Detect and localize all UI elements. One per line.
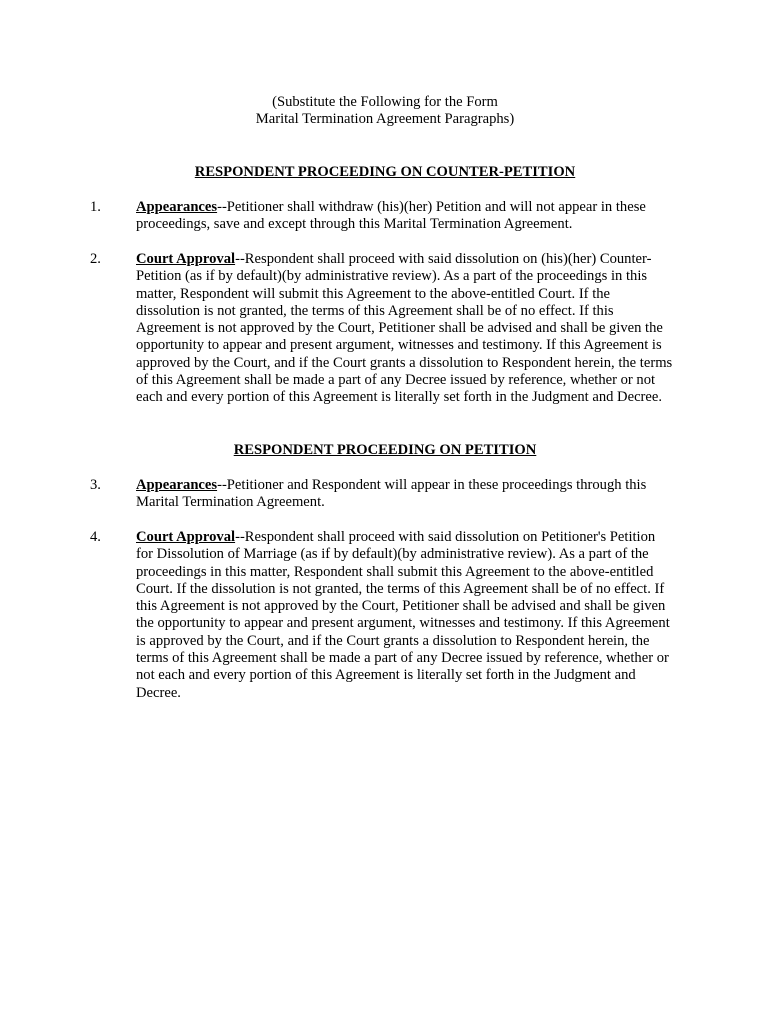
item-label: Appearances [136,199,218,215]
section-heading: RESPONDENT PROCEEDING ON PETITION [233,442,537,458]
item-line: Marital Termination Agreement. [136,494,325,511]
item-first-line [136,199,646,216]
item-first-line [136,251,672,268]
item-number: 2. [90,251,101,267]
item-first-line [136,529,670,546]
item-line: dissolution is not granted, the terms of this Agreement shall be of no effect. If this [136,302,614,319]
item-line: matter, Respondent will submit this Agreement to the above-entitled Court. If the [136,285,611,302]
item-line: for Dissolution of Marriage (as if by default)(by administrative review). As a part of the [136,546,649,563]
item-text: --Petitioner and Respondent will appear in these proceedings through this [217,477,647,493]
item-line: Petition (as if by default)(by administrative review). As a part of the proceedings in this [136,268,648,285]
item-label: Court Approval [136,251,236,267]
item-number: 4. [90,529,101,545]
item-line: terms of this Agreement shall be made a part of any Decree issued by reference, whether or [136,650,669,667]
item-line: Court. If the dissolution is not granted, the terms of this Agreement shall be of no effect. If [136,580,665,597]
item-text: --Respondent shall proceed with said dissolution on (his)(her) Counter- [235,251,652,267]
item-number: 3. [90,477,101,493]
item-line: is approved by the Court, and if the Court grants a dissolution to Respondent herein, the [136,632,650,649]
item-line: proceedings, save and except through this Marital Termination Agreement. [136,216,573,233]
intro-note [0,94,770,129]
item-line: of this Agreement shall be made a part of any Decree issued by reference, whether or not [136,372,656,389]
item-text: --Respondent shall proceed with said dissolution on Petitioner's Petition [235,529,656,545]
item-line: proceedings in this matter, Respondent shall submit this Agreement to the above-entitled [136,563,654,580]
item-first-line [136,477,646,494]
intro-line: Marital Termination Agreement Paragraphs) [255,111,515,128]
item-number: 1. [90,199,101,215]
item-line: opportunity to appear and present argument, witnesses and testimony. If this Agreement is [136,337,662,354]
item-label: Court Approval [136,529,236,545]
item-line: each and every portion of this Agreement is literally set forth in the Judgment and Decree. [136,389,663,406]
item-line: the opportunity to appear and present argument, witnesses and testimony. If this Agreement [136,615,670,632]
item-body [136,199,646,234]
item-line: this Agreement is not approved by the Court, Petitioner shall be advised and shall be given [136,598,666,615]
item-line: Decree. [136,684,181,701]
item-body [136,477,646,512]
intro-line: (Substitute the Following for the Form [272,94,498,110]
item-body [136,251,672,407]
item-line: approved by the Court, and if the Court grants a dissolution to Respondent herein, the terms [136,354,673,371]
item-label: Appearances [136,477,218,493]
item-text: --Petitioner shall withdraw (his)(her) Petition and will not appear in these [217,199,646,215]
item-line: Agreement is not approved by the Court, Petitioner shall be advised and shall be given the [136,320,663,337]
section-heading: RESPONDENT PROCEEDING ON COUNTER-PETITION [194,164,576,180]
item-body [136,529,670,702]
item-line: not each and every portion of this Agreement is literally set forth in the Judgment and [136,667,636,684]
